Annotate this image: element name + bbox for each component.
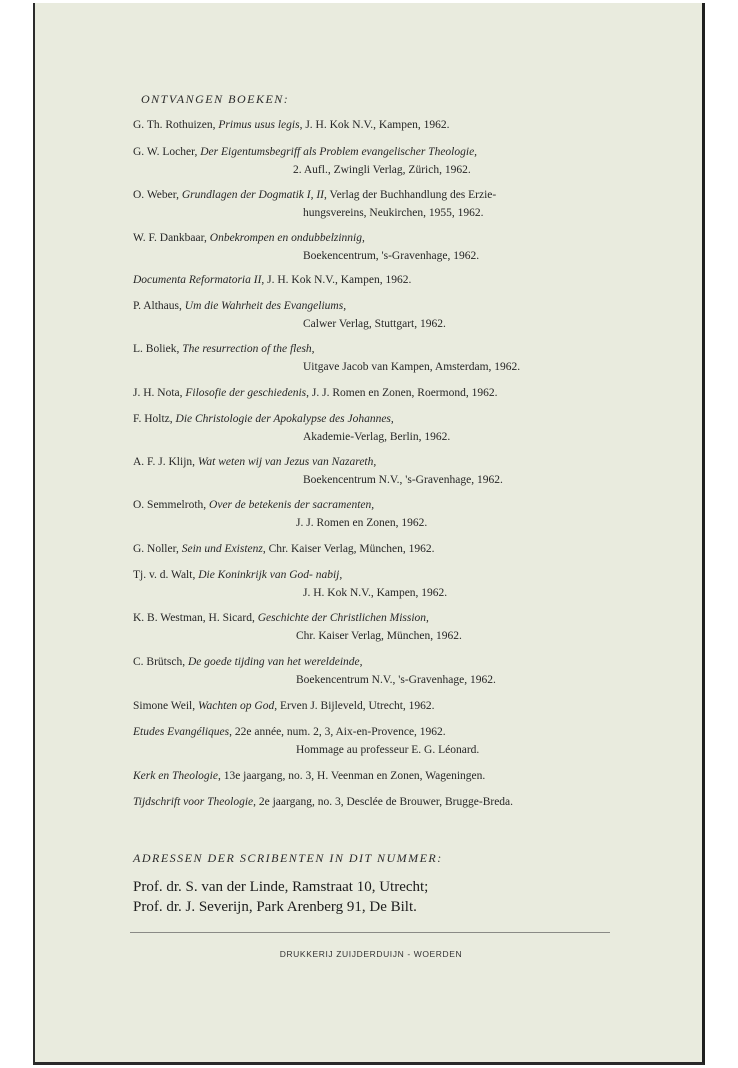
book-title: Wat weten wij van Jezus van Nazareth, bbox=[197, 456, 377, 468]
book-publication: , 22e année, num. 2, 3, Aix-en-Provence, 1962. bbox=[229, 726, 446, 738]
book-publication-cont: Hommage au professeur E. G. Léonard. bbox=[296, 744, 480, 756]
book-publication-cont: Chr. Kaiser Verlag, München, 1962. bbox=[296, 630, 462, 642]
book-entry-15 bbox=[133, 653, 496, 689]
book-author: G. W. Locher, bbox=[133, 146, 201, 158]
scan-margin-right bbox=[703, 0, 738, 1068]
book-publication-cont: hungsvereins, Neukirchen, 1955, 1962. bbox=[303, 207, 484, 219]
book-entry-9 bbox=[133, 410, 450, 446]
book-publication-cont: Boekencentrum N.V., 's-Gravenhage, 1962. bbox=[296, 674, 496, 686]
book-title: Die Koninkrijk van God- nabij, bbox=[198, 569, 343, 581]
book-entry-8 bbox=[133, 384, 497, 402]
book-title: Wachten op God bbox=[198, 700, 275, 712]
book-publication-cont: J. H. Kok N.V., Kampen, 1962. bbox=[303, 587, 448, 599]
book-entry-6 bbox=[133, 297, 446, 333]
book-publication-cont: Uitgave Jacob van Kampen, Amsterdam, 1962. bbox=[303, 361, 521, 373]
address-line-2: Prof. dr. J. Severijn, Park Arenberg 91, De Bilt. bbox=[133, 899, 417, 915]
book-entry-10 bbox=[133, 453, 503, 489]
book-entry-3 bbox=[133, 186, 496, 222]
received-books-heading: ONTVANGEN BOEKEN: bbox=[141, 92, 290, 106]
book-entry-2 bbox=[133, 143, 477, 179]
book-title: Documenta Reformatoria II bbox=[133, 274, 262, 286]
book-entry-18 bbox=[133, 767, 485, 785]
book-publication-cont: Akademie-Verlag, Berlin, 1962. bbox=[303, 431, 451, 443]
divider-rule bbox=[130, 932, 610, 933]
book-title: Primus usus legis bbox=[218, 119, 300, 131]
book-title: Filosofie der geschiedenis bbox=[185, 387, 307, 399]
book-publication-cont: 2. Aufl., Zwingli Verlag, Zürich, 1962. bbox=[293, 164, 471, 176]
book-title: Tijdschrift voor Theologie bbox=[133, 796, 254, 808]
book-title: Der Eigentumsbegriff als Problem evangelischer Theologie, bbox=[200, 146, 478, 158]
book-publication: , Chr. Kaiser Verlag, München, 1962. bbox=[262, 543, 435, 555]
book-author: L. Boliek, bbox=[133, 343, 183, 355]
book-entry-1 bbox=[133, 116, 449, 134]
book-author: P. Althaus, bbox=[133, 300, 185, 312]
book-publication: , J. H. Kok N.V., Kampen, 1962. bbox=[299, 119, 450, 131]
book-entry-17 bbox=[133, 723, 479, 759]
book-title: Etudes Evangéliques bbox=[133, 726, 230, 738]
book-entry-5 bbox=[133, 271, 411, 289]
book-author: F. Holtz, bbox=[133, 413, 176, 425]
book-publication: , J. H. Kok N.V., Kampen, 1962. bbox=[261, 274, 412, 286]
document-page bbox=[33, 3, 705, 1065]
book-title: Geschichte der Christlichen Mission, bbox=[257, 612, 429, 624]
book-entry-14 bbox=[133, 609, 462, 645]
book-title: Over de betekenis der sacramenten, bbox=[209, 499, 375, 511]
book-publication: , 13e jaargang, no. 3, H. Veenman en Zonen, Wageningen. bbox=[217, 770, 486, 782]
book-title: Um die Wahrheit des Evangeliums, bbox=[184, 300, 347, 312]
book-entry-11 bbox=[133, 496, 427, 532]
book-title: Onbekrompen en ondubbelzinnig, bbox=[209, 232, 365, 244]
book-entry-7 bbox=[133, 340, 520, 376]
scan-margin-left bbox=[0, 0, 34, 1068]
address-line-1: Prof. dr. S. van der Linde, Ramstraat 10, Utrecht; bbox=[133, 879, 429, 895]
book-author: G. Noller, bbox=[133, 543, 182, 555]
book-author: O. Weber, bbox=[133, 189, 182, 201]
book-publication-cont: Boekencentrum N.V., 's-Gravenhage, 1962. bbox=[303, 474, 503, 486]
book-entry-13 bbox=[133, 566, 447, 602]
book-title: Grundlagen der Dogmatik I, II bbox=[181, 189, 324, 201]
book-publication-cont: Boekencentrum, 's-Gravenhage, 1962. bbox=[303, 250, 480, 262]
book-entry-12 bbox=[133, 540, 434, 558]
addresses-heading: ADRESSEN DER SCRIBENTEN IN DIT NUMMER: bbox=[133, 851, 443, 865]
book-author: Simone Weil, bbox=[133, 700, 198, 712]
book-publication-cont: J. J. Romen en Zonen, 1962. bbox=[296, 517, 428, 529]
book-publication: , J. J. Romen en Zonen, Roermond, 1962. bbox=[306, 387, 498, 399]
book-author: C. Brütsch, bbox=[133, 656, 188, 668]
book-author: Tj. v. d. Walt, bbox=[133, 569, 199, 581]
book-title: Sein und Existenz bbox=[181, 543, 263, 555]
book-publication: , 2e jaargang, no. 3, Desclée de Brouwer, Brugge-Breda. bbox=[253, 796, 514, 808]
book-title: Die Christologie der Apokalypse des Johannes, bbox=[175, 413, 394, 425]
book-author: A. F. J. Klijn, bbox=[133, 456, 198, 468]
book-author: W. F. Dankbaar, bbox=[133, 232, 210, 244]
book-entry-4 bbox=[133, 229, 479, 265]
book-author: G. Th. Rothuizen, bbox=[133, 119, 219, 131]
book-publication: , Verlag der Buchhandlung des Erzie- bbox=[324, 189, 497, 201]
printer-imprint: DRUKKERIJ ZUIJDERDUIJN - WOERDEN bbox=[279, 949, 463, 959]
book-author: K. B. Westman, H. Sicard, bbox=[133, 612, 258, 624]
book-publication: , Erven J. Bijleveld, Utrecht, 1962. bbox=[274, 700, 435, 712]
book-title: The resurrection of the flesh, bbox=[182, 343, 315, 355]
book-entry-16 bbox=[133, 697, 435, 715]
book-entry-19 bbox=[133, 793, 513, 811]
book-publication-cont: Calwer Verlag, Stuttgart, 1962. bbox=[303, 318, 446, 330]
book-author: O. Semmelroth, bbox=[133, 499, 210, 511]
book-title: De goede tijding van het wereldeinde, bbox=[187, 656, 363, 668]
book-title: Kerk en Theologie bbox=[133, 770, 218, 782]
book-author: J. H. Nota, bbox=[133, 387, 186, 399]
